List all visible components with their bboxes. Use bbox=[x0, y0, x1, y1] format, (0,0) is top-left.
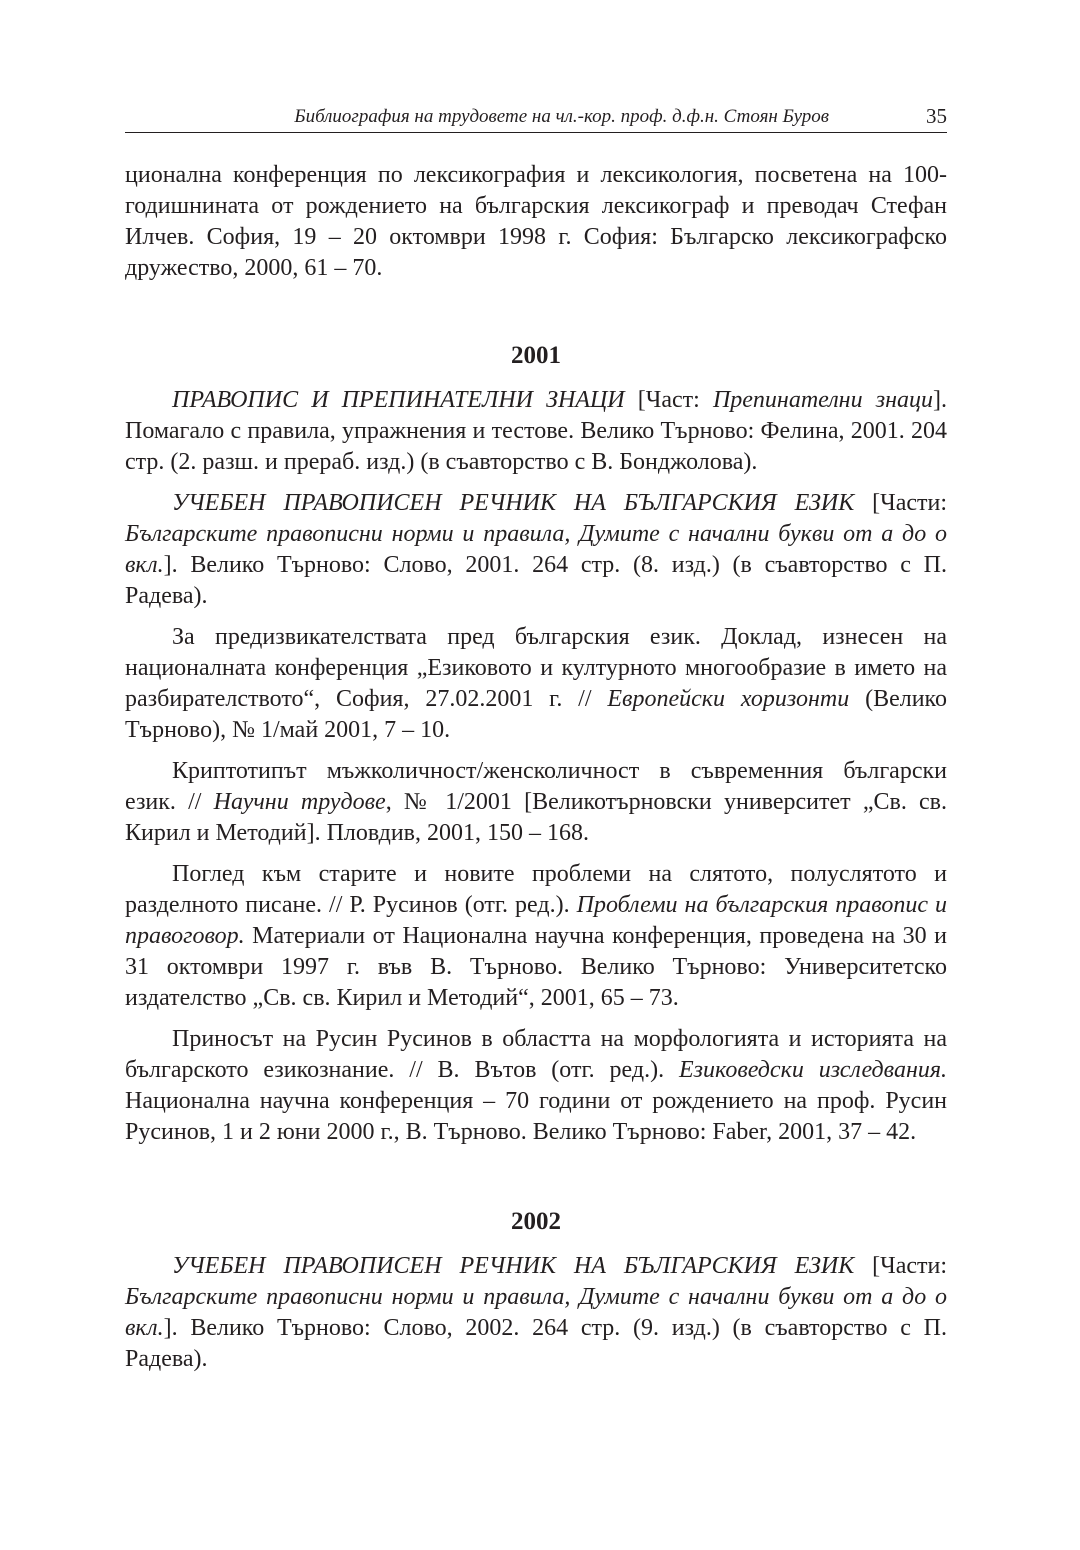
bibliography-entry: Приносът на Русин Русинов в областта на морфологията и историята на българското езикознание. // В. Вътов (отг. ред.). Езиковедски изследвания. Национална научна конференция – 70 години от рождението на проф. Русин Русинов, 1 и 2 юни 2000 г., В. Търново. Велико Търново: Faber, 2001, 37 – 42. bbox=[125, 1026, 947, 1145]
year-heading-2002: 2002 bbox=[511, 1208, 561, 1235]
year-heading-2001: 2001 bbox=[511, 342, 561, 369]
running-header-title: Библиография на трудовете на чл.-кор. проф. д.ф.н. Стоян Буров bbox=[294, 106, 829, 127]
bibliography-entry: ПРАВОПИС И ПРЕПИНАТЕЛНИ ЗНАЦИ [Част: Препинателни знаци]. Помагало с правила, упражнения и тестове. Велико Търново: Фелина, 2001. 204 стр. (2. разш. и прераб. изд.) (в съавторство с В. Бонджолова). bbox=[125, 387, 947, 475]
bibliography-entry: За предизвикателствата пред българския език. Доклад, изнесен на националната конференция „Езиковото и културното многообразие в името на разбирателството“, София, 27.02.2001 г. // Европейски хоризонти (Велико Търново), № 1/май 2001, 7 – 10. bbox=[125, 624, 947, 743]
bibliography-entry: Криптотипът мъжколичност/женсколичност в съвременния български език. // Научни трудове, № 1/2001 [Великотърновски университет „Св. св. Кирил и Методий]. Пловдив, 2001, 150 – 168. bbox=[125, 758, 948, 846]
bibliography-entry: УЧЕБЕН ПРАВОПИСЕН РЕЧНИК НА БЪЛГАРСКИЯ ЕЗИК [Части: Българските правописни норми и правила, Думите с начални букви от а до о вкл.]. Велико Търново: Слово, 2002. 264 стр. (9. изд.) (в съавторство с П. Радева). bbox=[125, 1253, 947, 1372]
bibliography-entry: УЧЕБЕН ПРАВОПИСЕН РЕЧНИК НА БЪЛГАРСКИЯ ЕЗИК [Части: Българските правописни норми и правила, Думите с начални букви от а до о вкл.]. Велико Търново: Слово, 2001. 264 стр. (8. изд.) (в съавторство с П. Радева). bbox=[125, 490, 947, 609]
page-body bbox=[125, 160, 947, 1385]
page-number: 35 bbox=[926, 104, 947, 128]
bibliography-entry: Поглед към старите и новите проблеми на слятото, полуслятото и разделното писане. // Р. Русинов (отг. ред.). Проблеми на българския правопис и правоговор. Материали от Национална научна конференция, проведена на 30 и 31 октомври 1997 г. във В. Търново. Велико Търново: Университетско издателство „Св. св. Кирил и Методий“, 2001, 65 – 73. bbox=[125, 861, 948, 1011]
continued-entry: ционална конференция по лексикография и лексикология, посветена на 100-годишнината от рождението на българския лексикограф и преводач Стефан Илчев. София, 19 – 20 октомври 1998 г. София: Българско лексикографско дружество, 2000, 61 – 70. bbox=[125, 162, 947, 281]
running-header bbox=[125, 100, 947, 133]
